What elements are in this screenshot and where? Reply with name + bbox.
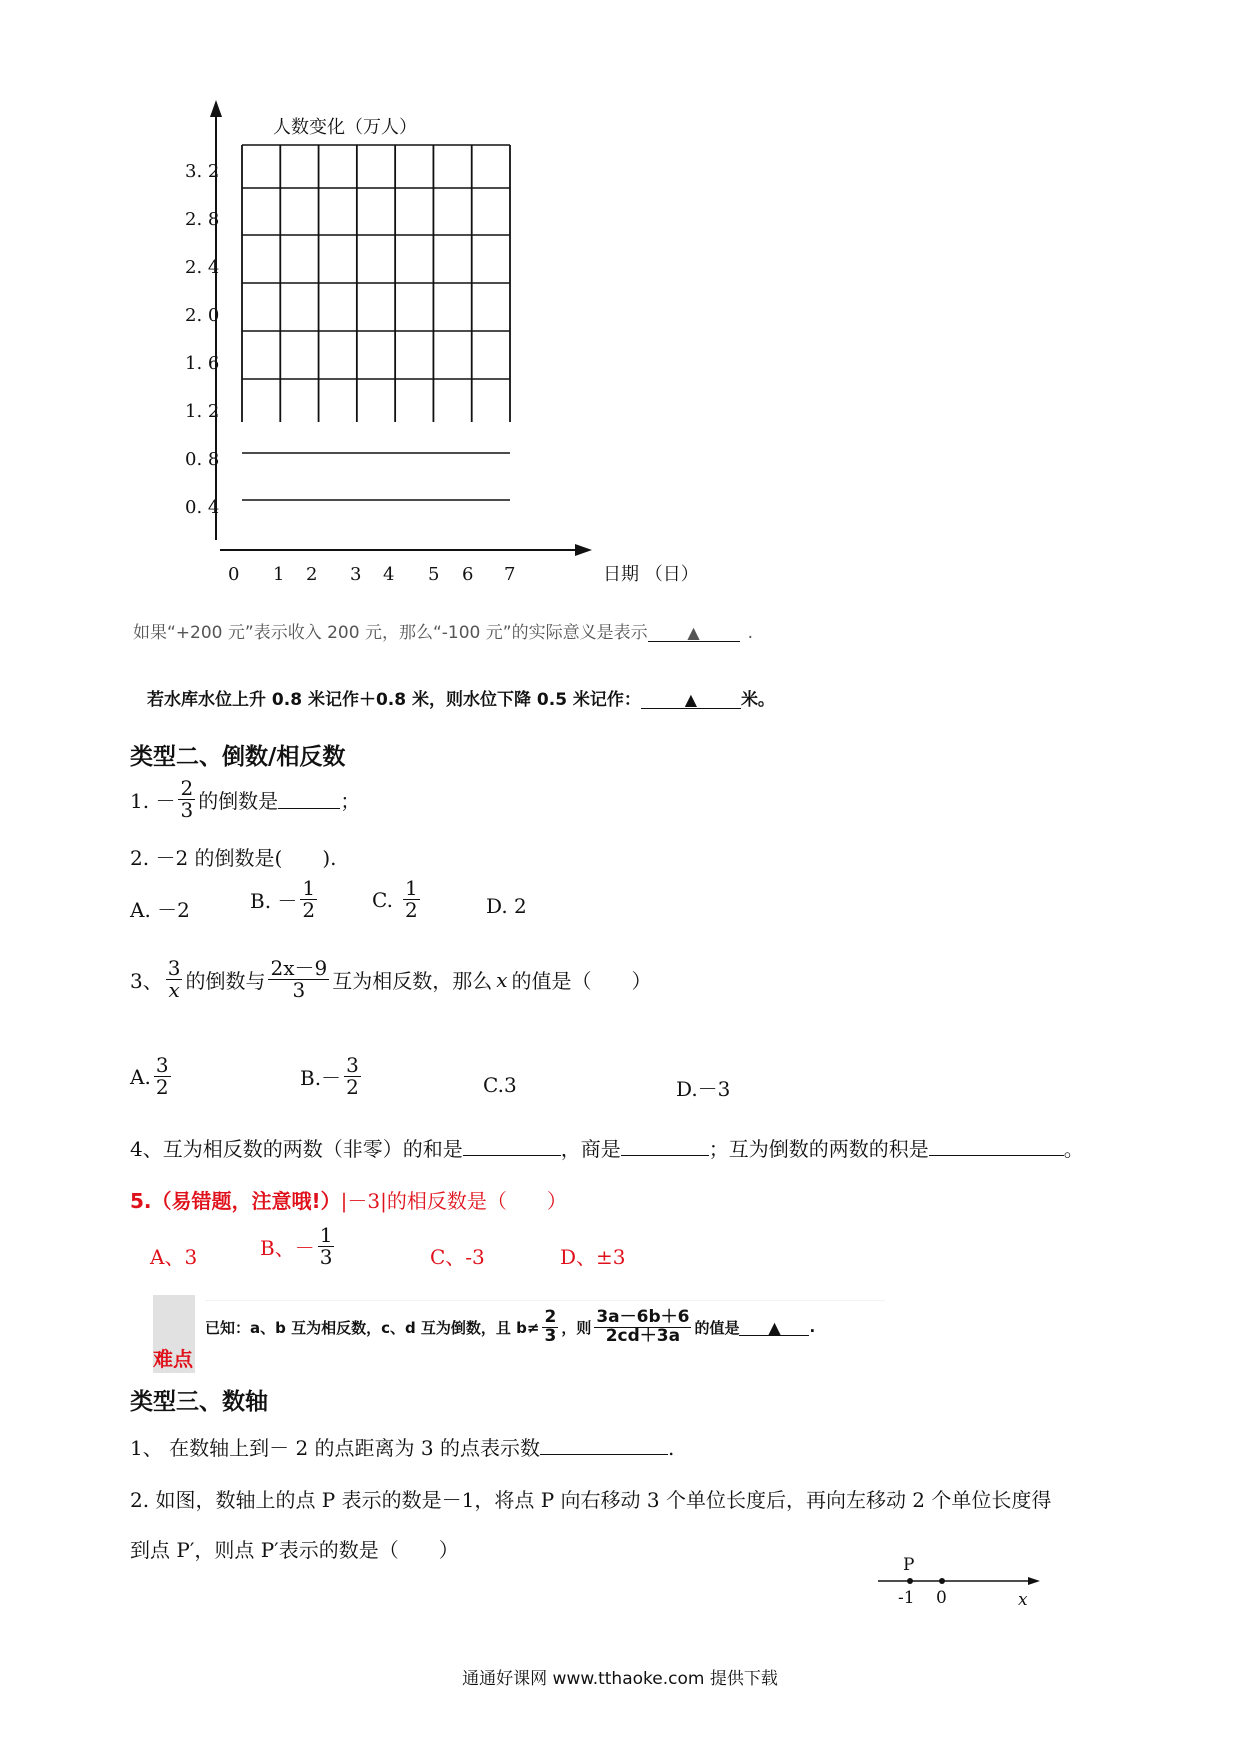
fraction: $\frac{1}{3}$ bbox=[319, 1223, 333, 1269]
question-numberline-2-line2: 到点 P′，则点 P′表示的数是（ ） bbox=[130, 1538, 459, 1562]
option-c[interactable]: C、-3 bbox=[430, 1245, 485, 1269]
option-d[interactable]: D.－3 bbox=[676, 1077, 731, 1101]
punctuation: ； bbox=[340, 789, 361, 813]
fraction: $\frac{3}{2}$ bbox=[155, 1053, 169, 1099]
triangle-icon: ▲ bbox=[687, 623, 700, 642]
question-text: 的值是（ ） bbox=[511, 969, 652, 993]
arrow-right-icon bbox=[1028, 1577, 1040, 1585]
x-axis-arrow-icon bbox=[575, 544, 592, 556]
chart-y-tick-label: 3. 2 bbox=[185, 161, 220, 182]
option-a[interactable] bbox=[130, 1055, 174, 1098]
fraction: $\frac{3}{2}$ bbox=[346, 1053, 359, 1099]
option-a[interactable]: A. －2 bbox=[130, 898, 190, 922]
question-2: 2. －2 的倒数是( ). bbox=[130, 846, 337, 870]
answer-blank[interactable] bbox=[641, 690, 741, 709]
option-label: B、－ bbox=[260, 1236, 315, 1260]
y-axis-arrow-icon bbox=[210, 100, 222, 117]
punctuation: . bbox=[667, 1436, 675, 1460]
chart-y-tick-label: 0. 8 bbox=[185, 449, 220, 470]
point-p bbox=[907, 1578, 913, 1584]
question-text: 的值是 bbox=[694, 1318, 740, 1337]
option-a[interactable]: A、3 bbox=[150, 1245, 198, 1269]
hard-problem bbox=[205, 1300, 885, 1373]
question-income bbox=[133, 618, 753, 643]
section-heading-type3: 类型三、数轴 bbox=[130, 1389, 268, 1415]
answer-blank[interactable] bbox=[278, 790, 340, 809]
chart-y-tick-label: 1. 2 bbox=[185, 401, 220, 422]
chart-y-axis-label: 人数变化（万人） bbox=[273, 117, 417, 138]
option-b[interactable] bbox=[250, 878, 320, 921]
chart-axes bbox=[210, 100, 592, 556]
fraction: $\frac{2x-9}{3}$ bbox=[270, 956, 328, 1002]
chart-x-tick-label: 5 bbox=[428, 564, 440, 585]
question-text: 若水库水位上升 0.8 米记作＋0.8 米，则水位下降 0.5 米记作： bbox=[147, 690, 641, 710]
fraction: $\frac{3}{x}$ bbox=[167, 956, 181, 1002]
triangle-icon: ▲ bbox=[768, 1318, 781, 1338]
question-text: 互为相反数，那么 bbox=[332, 969, 493, 993]
option-d[interactable]: D. 2 bbox=[486, 894, 527, 918]
answer-blank[interactable] bbox=[739, 1318, 809, 1336]
question-text: ；互为倒数的两数的积是 bbox=[708, 1137, 929, 1161]
chart-x-tick-label: 0 bbox=[228, 564, 240, 585]
punctuation: . bbox=[809, 1318, 816, 1337]
chart-x-axis-label: 日期 （日） bbox=[603, 564, 699, 585]
question-text: 4、互为相反数的两数（非零）的和是 bbox=[130, 1137, 463, 1161]
question-text: 1、 在数轴上到－ 2 的点距离为 3 的点表示数 bbox=[130, 1436, 540, 1460]
question-2-options bbox=[130, 878, 630, 938]
option-c[interactable] bbox=[372, 878, 423, 921]
unit-text: 米。 bbox=[740, 690, 775, 710]
question-text: 已知：a、b 互为相反数，c、d 互为倒数，且 b≠ bbox=[205, 1318, 540, 1337]
chart-y-tick-label: 1. 6 bbox=[185, 353, 220, 374]
question-numberline-2-line1: 2. 如图，数轴上的点 P 表示的数是－1，将点 P 向右移动 3 个单位长度后，再向左移动 2 个单位长度得 bbox=[130, 1488, 1052, 1512]
answer-blank-quotient[interactable] bbox=[621, 1137, 709, 1156]
option-label: B. － bbox=[250, 889, 298, 913]
option-label: B.－ bbox=[300, 1066, 342, 1090]
question-3 bbox=[130, 958, 651, 1001]
question-water-level bbox=[147, 685, 775, 710]
chart-x-tick-label: 3 bbox=[350, 564, 362, 585]
section-heading-type2: 类型二、倒数/相反数 bbox=[130, 744, 346, 770]
chart-x-tick-label: 2 bbox=[306, 564, 318, 585]
chart-x-tick-labels bbox=[228, 564, 515, 585]
punctuation: . bbox=[747, 623, 753, 643]
number-line-figure bbox=[870, 1555, 1050, 1615]
question-numberline-1 bbox=[130, 1432, 674, 1461]
answer-blank-sum[interactable] bbox=[463, 1137, 561, 1156]
question-4 bbox=[130, 1133, 1084, 1162]
question-1 bbox=[130, 778, 360, 821]
question-text: |－3|的相反数是（ ） bbox=[340, 1189, 567, 1213]
chart-x-tick-label: 6 bbox=[462, 564, 474, 585]
question-tag: 5.（易错题，注意哦!） bbox=[130, 1189, 341, 1213]
chart-y-tick-labels bbox=[185, 161, 219, 518]
question-5 bbox=[130, 1185, 567, 1214]
answer-blank[interactable] bbox=[648, 623, 740, 642]
page-footer: 通通好课网 www.tthaoke.com 提供下载 bbox=[462, 1669, 778, 1689]
tick-label-neg1: -1 bbox=[898, 1588, 915, 1608]
answer-blank[interactable] bbox=[540, 1436, 668, 1455]
chart-y-tick-label: 2. 4 bbox=[185, 257, 220, 278]
option-b[interactable] bbox=[260, 1225, 337, 1268]
chart-y-tick-label: 0. 4 bbox=[185, 497, 220, 518]
tick-label-zero: 0 bbox=[936, 1588, 947, 1608]
axis-label-x: x bbox=[1018, 1590, 1028, 1610]
fraction: $\frac{2}{3}$ bbox=[544, 1307, 557, 1346]
chart-grid bbox=[242, 145, 510, 500]
option-c[interactable]: C.3 bbox=[483, 1073, 517, 1097]
variable: x bbox=[496, 967, 508, 992]
population-chart bbox=[180, 95, 740, 595]
point-zero bbox=[939, 1578, 945, 1584]
chart-y-tick-label: 2. 0 bbox=[185, 305, 220, 326]
option-label: C. bbox=[372, 887, 393, 912]
question-text: 的倒数是 bbox=[198, 789, 279, 813]
fraction: $\frac{3a-6b+6}{2cd+3a}$ bbox=[596, 1307, 690, 1346]
question-number: 1. － bbox=[130, 789, 176, 813]
triangle-icon: ▲ bbox=[684, 690, 698, 709]
chart-x-tick-label: 4 bbox=[383, 564, 395, 585]
punctuation: 。 bbox=[1063, 1137, 1084, 1161]
chart-x-tick-label: 7 bbox=[504, 564, 516, 585]
question-3-options bbox=[130, 1055, 830, 1119]
question-number: 3、 bbox=[130, 969, 163, 993]
question-text: 的倒数与 bbox=[185, 969, 266, 993]
option-d[interactable]: D、±3 bbox=[560, 1245, 626, 1269]
question-text: ，则 bbox=[561, 1318, 592, 1337]
question-text: 如果“+200 元”表示收入 200 元，那么“-100 元”的实际意义是表示 bbox=[133, 623, 648, 643]
hard-tag: 难点 bbox=[153, 1347, 193, 1371]
fraction: $\frac{2}{3}$ bbox=[180, 776, 194, 822]
chart-x-tick-label: 1 bbox=[273, 564, 285, 585]
chart-y-tick-label: 2. 8 bbox=[185, 209, 220, 230]
question-5-options bbox=[150, 1225, 710, 1287]
question-text: ，商是 bbox=[560, 1137, 621, 1161]
fraction: $\frac{1}{2}$ bbox=[302, 876, 316, 922]
option-b[interactable] bbox=[300, 1055, 364, 1098]
fraction: $\frac{1}{2}$ bbox=[404, 876, 418, 922]
point-p-label: P bbox=[903, 1555, 915, 1575]
option-label: A. bbox=[130, 1064, 151, 1089]
answer-blank-product[interactable] bbox=[929, 1137, 1064, 1156]
